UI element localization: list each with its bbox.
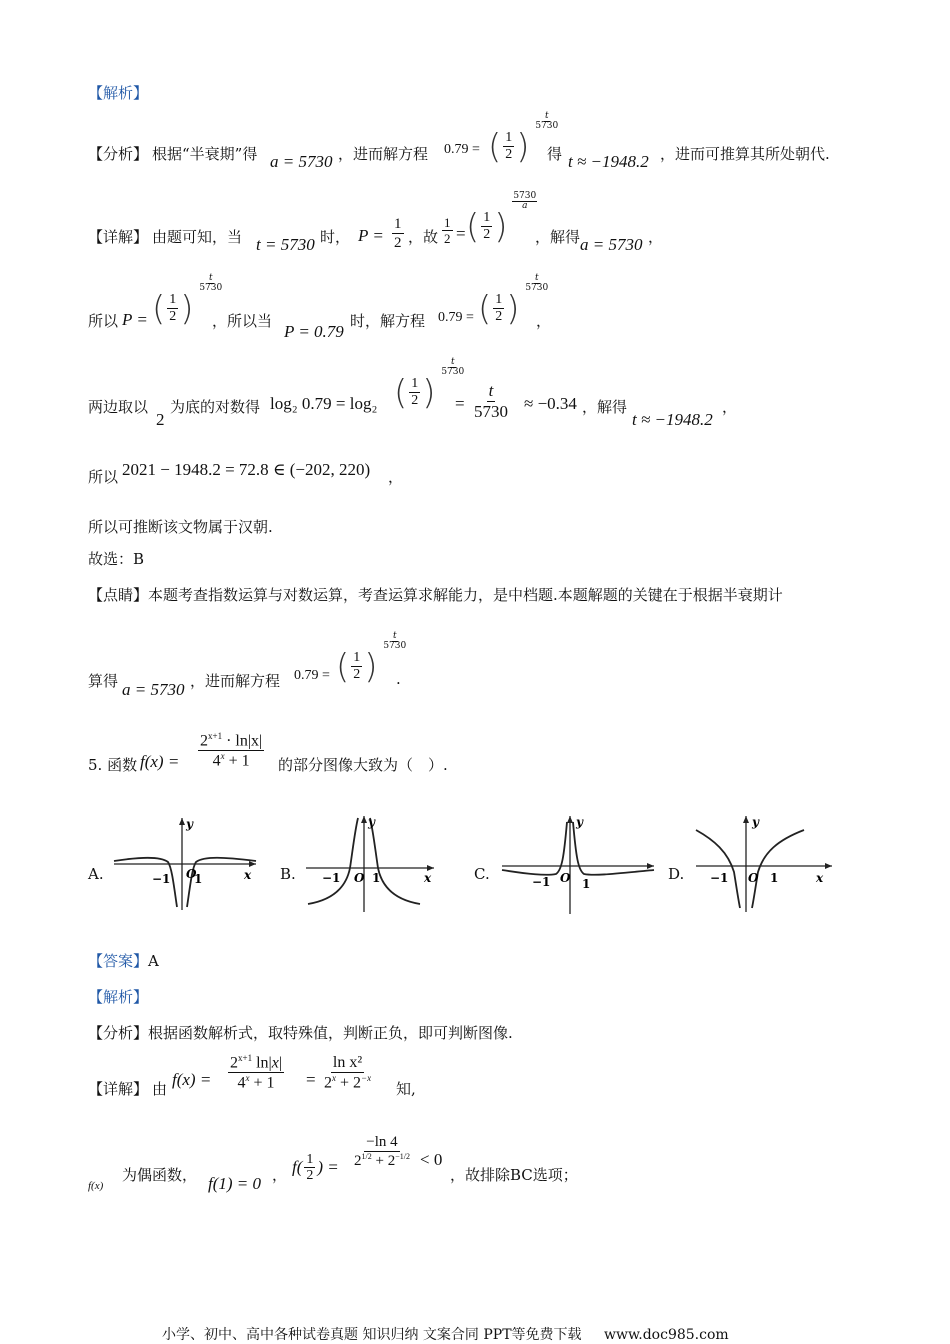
- log-line: 两边取以 2 为底的对数得 log₂ 0.79 = log₂ ( $\frac{1}{2}$ ) $\frac{t}{5730}$ = $\frac{t}{5730}$ ≈ −0.34 ，解得 t ≈ −1948.2 ，: [88, 357, 738, 429]
- math-a-eq-3: a = 5730: [122, 680, 185, 699]
- math-eq-079: 0.79 =: [444, 142, 480, 157]
- curve: [502, 822, 654, 875]
- math-half-power-a: ( $\frac{1}{2}$ ) $\frac{5730}{a}$: [466, 191, 537, 247]
- q5-suffix: 的部分图像大致为（ ）.: [278, 756, 448, 774]
- detail-2-label: 【详解】: [88, 1080, 149, 1098]
- x-arrow: [647, 863, 654, 869]
- analysis-label: 【分析】: [88, 145, 149, 163]
- option-b-graph[interactable]: [302, 812, 442, 916]
- exclude-text: ，故排除BC选项；: [450, 1166, 578, 1184]
- log-text-3: ，解得: [582, 398, 628, 416]
- math-fx: f(x) =: [140, 752, 180, 771]
- curve: [114, 858, 256, 907]
- footer-text: 小学、初中、高中各种试卷真题 知识归纳 文案合同 PPT等免费下载: [162, 1327, 582, 1343]
- tick-neg-one: −1: [710, 871, 729, 885]
- answer-label: 【答案】: [88, 952, 149, 970]
- answer-line: [88, 950, 159, 971]
- analysis-text-4: ，进而可推算其所处朝代.: [660, 145, 830, 163]
- footer: [162, 1324, 729, 1344]
- tick-neg-one: −1: [532, 875, 551, 889]
- answer-value: A: [148, 952, 159, 970]
- math-f1: f(1) = 0: [208, 1174, 262, 1193]
- options-row: [88, 812, 848, 922]
- section-jiexi: 【解析】: [88, 84, 149, 102]
- math-base-2: 2: [156, 410, 165, 429]
- origin-label: O: [560, 871, 571, 885]
- so-line-1: 所以 P = ( $\frac{1}{2}$ ) $\frac{t}{5730}$ ，所以当 P = 0.79 时，解方程 0.79 = ( $\frac{1}{2}$ ) $\frac{t}{5730}$ ，: [88, 273, 552, 341]
- tick-neg-one: −1: [152, 872, 171, 886]
- so-text: 所以: [88, 312, 119, 330]
- analysis-2-label: 【分析】: [88, 1024, 149, 1042]
- math-t-eq: t = 5730: [256, 235, 315, 254]
- analysis-2-text: 根据函数解析式，取特殊值，判断正负，即可判断图像.: [148, 1024, 513, 1042]
- y-label: y: [752, 815, 759, 829]
- math-half: $\frac{1}{2}$: [394, 216, 402, 251]
- math-half-power: ( $\frac{1}{2}$ ) $\frac{t}{5730}$: [488, 111, 559, 167]
- footer-site[interactable]: www.doc985.com: [603, 1327, 729, 1343]
- math-t-approx: t ≈ −1948.2: [568, 152, 649, 171]
- math-a-eq: a = 5730: [270, 152, 333, 171]
- math-p-eq-2: P =: [122, 310, 148, 329]
- origin-label: O: [748, 871, 759, 885]
- tick-neg-one: −1: [322, 871, 341, 885]
- math-eq-079-2: 0.79 =: [438, 310, 474, 325]
- so-line-2: 所以 2021 − 1948.2 = 72.8 ∈ (−202, 220) ，: [88, 460, 404, 486]
- option-d-graph[interactable]: [692, 812, 842, 916]
- even-line: f(x) 为偶函数， f(1) = 0 ， f( $\frac{1}{2}$ ) = $\frac{-\ln 4}{2^{1/2} + 2^{-1/2}}$ < 0 ，故排除BC选项；: [88, 1134, 578, 1193]
- analysis-text-2: ，进而解方程: [338, 145, 429, 163]
- even-text: 为偶函数，: [122, 1166, 198, 1184]
- y-label: y: [186, 817, 193, 831]
- q5-prefix: 5. 函数: [88, 756, 138, 774]
- analysis-2: [88, 1022, 513, 1043]
- log-text-2: 为底的对数得: [170, 398, 261, 416]
- x-label: x: [244, 868, 252, 882]
- remark-label: 【点睛】: [88, 586, 149, 604]
- y-label: y: [576, 815, 583, 829]
- analysis-text-1: 根据“半衰期”得: [152, 145, 258, 163]
- math-half-power-5: ( $\frac{1}{2}$ ) $\frac{t}{5730}$: [336, 631, 407, 687]
- x-label: x: [816, 871, 824, 885]
- math-half-power-3: ( $\frac{1}{2}$ ) $\frac{t}{5730}$: [478, 273, 549, 329]
- calc-line: 算得 a = 5730 ，进而解方程 0.79 = ( $\frac{1}{2}$ ) $\frac{t}{5730}$ .: [88, 631, 407, 699]
- answer-choice: 故选：B: [88, 550, 145, 568]
- so-text-c: 时，解方程: [350, 312, 426, 330]
- calc-text-1: 算得: [88, 672, 119, 690]
- section-jiexi-2: 【解析】: [88, 988, 149, 1006]
- option-d-label[interactable]: D.: [668, 865, 685, 883]
- remark-line: [88, 584, 783, 605]
- math-log-part: log₂ 0.79 = log₂: [270, 394, 378, 413]
- tick-one: 1: [194, 872, 203, 886]
- option-c-label[interactable]: C.: [474, 865, 490, 883]
- calc-text-2: ，进而解方程: [190, 672, 281, 690]
- origin-label: O: [186, 867, 197, 881]
- tick-one: 1: [372, 871, 381, 885]
- math-approx-034: ≈ −0.34: [524, 394, 577, 413]
- math-fraction-4: $\frac{-\ln 4}{2^{1/2} + 2^{-1/2}}$: [354, 1134, 410, 1169]
- math-lt0: < 0: [420, 1150, 443, 1169]
- detail-line: 【详解】 由题可知，当 t = 5730 时， P = $\frac{1}{2}$ ，故 $\frac{1}{2}$ = ( $\frac{1}{2}$ ) $\frac{5730}{a}$ ，解得 a = 5730 ，: [88, 191, 664, 254]
- math-t-approx-2: t ≈ −1948.2: [632, 410, 713, 429]
- math-t-over-5730: $\frac{t}{5730}$: [474, 381, 508, 421]
- y-arrow: [743, 816, 749, 823]
- math-fraction-2: $\frac{2^{x+1} \ln|x|}{4^x + 1}$: [230, 1053, 283, 1092]
- math-eq-079-3: 0.79 =: [294, 668, 330, 683]
- math-fx-small: f(x): [88, 1180, 104, 1192]
- detail-text-2: 时，: [320, 228, 351, 246]
- tick-one: 1: [770, 871, 779, 885]
- remark-text: 本题考查指数运算与对数运算，考查运算求解能力，是中档题.本题解题的关键在于根据半衰期计: [148, 586, 783, 604]
- math-half-power-2: ( $\frac{1}{2}$ ) $\frac{t}{5730}$: [152, 273, 223, 329]
- log-text-1: 两边取以: [88, 398, 149, 416]
- detail-text-4: ，解得: [535, 228, 581, 246]
- option-c-graph[interactable]: [498, 812, 660, 916]
- detail-text-3: ，故: [408, 228, 439, 246]
- math-p-eq: P =: [358, 226, 384, 245]
- x-arrow: [249, 861, 256, 867]
- conclusion-text: 所以可推断该文物属于汉朝.: [88, 518, 273, 536]
- origin-label: O: [354, 871, 365, 885]
- option-a-graph[interactable]: [110, 812, 260, 916]
- math-a-eq-2: a = 5730: [580, 235, 643, 254]
- math-q5-fraction: $\frac{2^{x+1} \cdot \ln|x|}{4^x + 1}$: [200, 731, 263, 770]
- tick-one: 1: [582, 877, 591, 891]
- y-arrow: [179, 818, 185, 825]
- detail-2-you: 由: [152, 1080, 168, 1098]
- detail-2-zhi: 知,: [396, 1080, 416, 1098]
- detail-2-line: 【详解】 由 f(x) = $\frac{2^{x+1} \ln|x|}{4^x + 1}$ = $\frac{\text{ln x²}}{2^x + 2^{-x}}$ 知,: [88, 1053, 416, 1098]
- detail-label: 【详解】: [88, 228, 149, 246]
- x-arrow: [825, 863, 832, 869]
- math-sub-line: 2021 − 1948.2 = 72.8 ∈ (−202, 220): [122, 460, 371, 479]
- option-a-label[interactable]: A.: [88, 865, 104, 883]
- math-p-079: P = 0.79: [284, 322, 344, 341]
- detail-text-1: 由题可知，当: [152, 228, 243, 246]
- x-label: x: [424, 871, 432, 885]
- y-arrow: [361, 816, 367, 823]
- analysis-text-3: 得: [547, 145, 563, 163]
- so-text-b: ，所以当: [212, 312, 273, 330]
- option-b-label[interactable]: B.: [280, 865, 296, 883]
- question-5: [88, 730, 688, 786]
- math-half-power-4: ( $\frac{1}{2}$ ) $\frac{t}{5730}$: [394, 357, 465, 413]
- math-f-half: f( $\frac{1}{2}$ ) =: [292, 1152, 339, 1184]
- math-fraction-3: $\frac{\text{ln x²}}{2^x + 2^{-x}}$: [324, 1054, 372, 1091]
- y-arrow: [567, 816, 573, 823]
- curve: [696, 830, 804, 908]
- math-half-2: $\frac{1}{2}$: [444, 215, 451, 247]
- y-label: y: [368, 815, 375, 829]
- so-text-2: 所以: [88, 468, 119, 486]
- math-fx-2: f(x) =: [172, 1070, 212, 1089]
